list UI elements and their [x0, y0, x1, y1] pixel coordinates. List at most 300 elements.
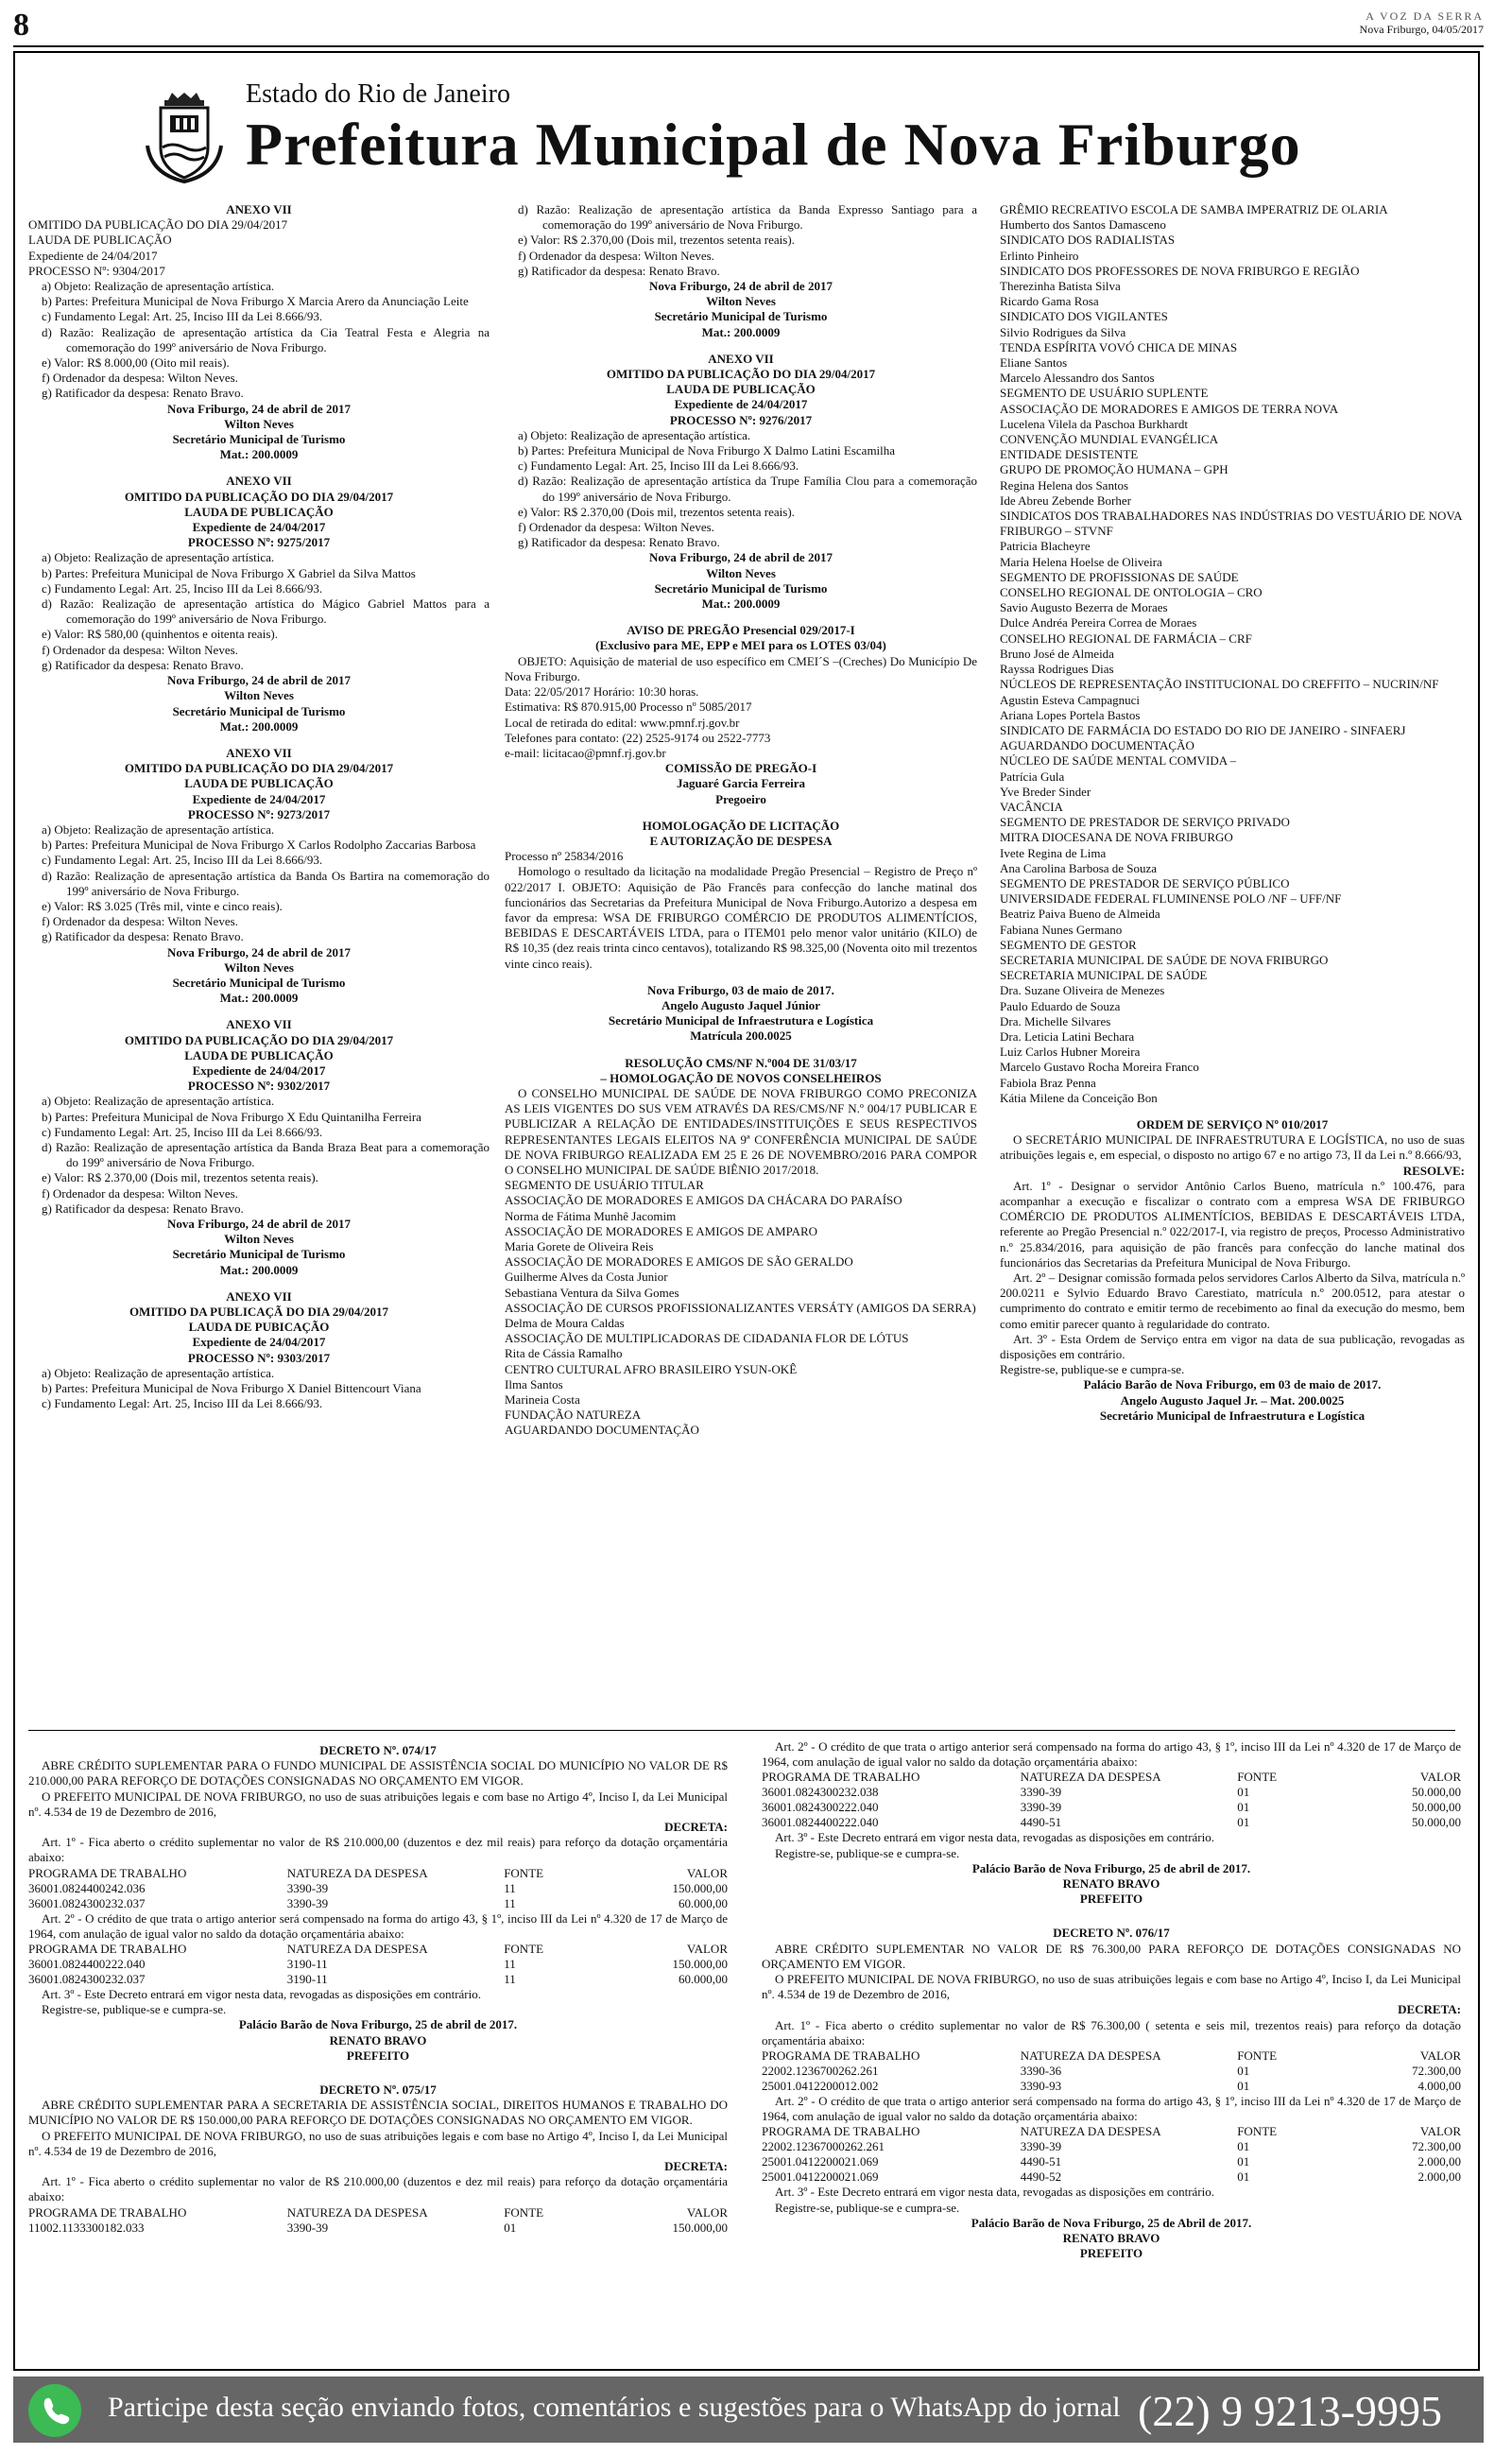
table-cell: 25001.0412200012.002 — [762, 2079, 879, 2094]
text-line: Secretário Municipal de Turismo — [172, 432, 346, 447]
table-cell: NATUREZA DA DESPESA — [286, 1865, 428, 1880]
spacer — [28, 2064, 728, 2079]
text-line: OMITIDO DA PUBLICAÇÃO DO DIA 29/04/2017 — [124, 1032, 394, 1047]
text-line: AVISO DE PREGÃO Presencial 029/2017-I — [627, 623, 855, 638]
text-line: ANEXO VII — [226, 745, 292, 760]
text-line: Beatriz Paiva Bueno de Almeida — [1000, 907, 1160, 922]
text-line: LAUDA DE PUBLICAÇÃO — [184, 776, 334, 791]
text-line: Secretário Municipal de Infraestrutura e Logística — [608, 1013, 874, 1028]
table-row — [762, 1785, 1461, 1800]
text-line: Expediente de 24/04/2017 — [674, 397, 808, 412]
decree-text: RENATO BRAVO — [1062, 2231, 1160, 2246]
table-row — [762, 2048, 1461, 2064]
decree-text: ABRE CRÉDITO SUPLEMENTAR NO VALOR DE R$ 76.300,00 PARA REFORÇO DE DOTAÇÕES CONSIGNADAS NO ORÇAMENTO EM VIGOR. — [762, 1941, 1461, 1971]
table-cell: 01 — [1237, 2139, 1250, 2154]
spacer — [762, 1907, 1461, 1922]
table-cell: 36001.0824400222.040 — [762, 1815, 879, 1830]
text-line: Therezinha Batista Silva — [1000, 279, 1121, 294]
text-line: VACÂNCIA — [1000, 799, 1063, 814]
decree-text: RENATO BRAVO — [329, 2032, 427, 2048]
decree-text: Art. 1º - Fica aberto o crédito suplementar no valor de R$ 210.000,00 (duzentos e dez mil reais) para reforço da dotação orçamentária abaixo: — [28, 1835, 728, 1865]
text-line — [505, 340, 977, 352]
text-line: Marcelo Gustavo Rocha Moreira Franco — [1000, 1060, 1199, 1075]
text-line: OBJETO: Aquisição de material de uso específico em CMEI´S –(Creches) Do Município De Nova Friburgo. — [505, 653, 977, 683]
text-line: e-mail: licitacao@pmnf.rj.gov.br — [505, 745, 666, 760]
text-line: SINDICATO DOS VIGILANTES — [1000, 309, 1168, 324]
text-line: OMITIDO DA PUBLICAÇÃO DO DIA 29/04/2017 — [124, 761, 394, 776]
table-cell: NATUREZA DA DESPESA — [1020, 1770, 1161, 1785]
table-cell: FONTE — [504, 1865, 544, 1880]
text-line: Wilton Neves — [224, 416, 294, 431]
column-middle — [505, 202, 977, 1724]
table-cell: NATUREZA DA DESPESA — [286, 2204, 428, 2220]
text-line: Ilma Santos — [505, 1376, 563, 1391]
table-cell: 50.000,00 — [1412, 1800, 1461, 1815]
table-cell: FONTE — [1237, 2048, 1278, 2064]
text-line: Nova Friburgo, 24 de abril de 2017 — [649, 550, 833, 565]
paper-info — [1360, 9, 1484, 36]
budget-table — [762, 1770, 1461, 1830]
text-line: SEGMENTO DE GESTOR — [1000, 937, 1137, 952]
text-line: MITRA DIOCESANA DE NOVA FRIBURGO — [1000, 830, 1233, 845]
table-row — [762, 2124, 1461, 2139]
text-line: SINDICATO DOS PROFESSORES DE NOVA FRIBURGO E REGIÃO — [1000, 263, 1360, 278]
text-line: c) Fundamento Legal: Art. 25, Inciso III da Lei 8.666/93. — [42, 853, 323, 868]
text-line: SEGMENTO DE PRESTADOR DE SERVIÇO PÚBLICO — [1000, 875, 1290, 890]
prefeitura-header — [142, 79, 1370, 202]
text-line: Expediente de 24/04/2017 — [192, 1335, 326, 1350]
table-cell: 01 — [1237, 2169, 1250, 2185]
text-line: Dra. Leticia Latini Bechara — [1000, 1028, 1135, 1044]
table-row — [28, 2221, 728, 2236]
table-cell: VALOR — [1419, 2048, 1461, 2064]
decree-text: Registre-se, publique-se e cumpra-se. — [775, 2200, 960, 2215]
text-line: d) Razão: Realização de apresentação artística do Mágico Gabriel Mattos para a comemoração do 199º aniversário de Nova Friburgo. — [42, 596, 490, 627]
table-cell: 01 — [1237, 2079, 1250, 2094]
text-line: a) Objeto: Realização de apresentação artística. — [42, 279, 275, 294]
table-row — [28, 1896, 728, 1911]
text-line: c) Fundamento Legal: Art. 25, Inciso III da Lei 8.666/93. — [42, 580, 323, 596]
text-line: PROCESSO Nº: 9273/2017 — [187, 806, 331, 821]
table-cell: 4490-51 — [1020, 2154, 1062, 2169]
text-line: E AUTORIZAÇÃO DE DESPESA — [649, 833, 833, 848]
text-line: Maria Helena Hoelse de Oliveira — [1000, 554, 1162, 569]
prefeitura-title: Prefeitura Municipal de Nova Friburgo — [246, 111, 1301, 178]
table-cell: 36001.0824300232.037 — [28, 1895, 146, 1910]
text-line: Pregoeiro — [715, 791, 766, 806]
text-line: Sebastiana Ventura da Silva Gomes — [505, 1285, 679, 1300]
table-cell: 150.000,00 — [672, 2220, 728, 2235]
text-line: Norma de Fátima Munhê Jacomim — [505, 1208, 677, 1223]
text-line: Kátia Milene da Conceição Bon — [1000, 1090, 1158, 1105]
text-line: ASSOCIAÇÃO DE CURSOS PROFISSIONALIZANTES VERSÁTY (AMIGOS DA SERRA) — [505, 1300, 976, 1315]
text-line: Dulce Andréa Pereira Correa de Moraes — [1000, 615, 1197, 631]
text-line: Data: 22/05/2017 Horário: 10:30 horas. — [505, 684, 699, 700]
table-cell: 3190-11 — [286, 1972, 328, 1987]
decree-text: DECRETA: — [1398, 2002, 1461, 2017]
decree-text: Palácio Barão de Nova Friburgo, 25 de abril de 2017. — [238, 2017, 518, 2032]
text-line: PROCESSO Nº: 9303/2017 — [187, 1350, 331, 1365]
table-row — [762, 2169, 1461, 2185]
text-line: b) Partes: Prefeitura Municipal de Nova Friburgo X Marcia Arero da Anunciação Leite — [42, 294, 469, 309]
text-line: Matrícula 200.0025 — [690, 1028, 792, 1044]
table-cell: PROGRAMA DE TRABALHO — [762, 2048, 920, 2064]
table-cell: 150.000,00 — [672, 1957, 728, 1972]
table-cell: 22002.12367000262.261 — [762, 2139, 885, 2154]
text-line: Local de retirada do edital: www.pmnf.rj.gov.br — [505, 715, 740, 730]
table-cell: 25001.0412200021.069 — [762, 2154, 879, 2169]
text-line: AGUARDANDO DOCUMENTAÇÃO — [505, 1423, 699, 1438]
text-line: Regina Helena dos Santos — [1000, 477, 1129, 493]
text-line: b) Partes: Prefeitura Municipal de Nova Friburgo X Daniel Bittencourt Viana — [42, 1381, 421, 1396]
text-line: LAUDA DE PUBLICAÇÃO — [184, 1047, 334, 1063]
text-line: Angelo Augusto Jaquel Júnior — [662, 997, 820, 1012]
table-cell: 3390-39 — [1020, 2139, 1062, 2154]
budget-table — [28, 1866, 728, 1911]
text-line: Mat.: 200.0009 — [219, 447, 299, 462]
text-line: Homologo o resultado da licitação na modalidade Pregão Presencial – Registro de Preço nº 022/2017 I. OBJETO: Aquisição de Pão Francês para confecção do lanche matinal dos funcionários das Secretarias da Prefeitura Municipal de Nova Friburgo.Autorizo a despesa em favor da empresa: WSA DE FRIBURGO COMÉRCIO DE PRODUTOS ALIMENTÍCIOS, BEBIDAS E DESCARTÁVEIS LTDA, para o ITEM01 pelo menor valor unitário (KILO) de R$ 10,35 (dez reais trinta cinco centavos), totalizando R$ 98.325,00 (Noventa oito mil trezentos vinte cinco reais). — [505, 864, 977, 971]
text-line: Erlinto Pinheiro — [1000, 248, 1079, 263]
text-line: e) Valor: R$ 2.370,00 (Dois mil, trezentos setenta reais). — [518, 233, 795, 248]
text-line: Patrícia Gula — [1000, 769, 1065, 784]
text-line: f) Ordenador da despesa: Wilton Neves. — [42, 642, 238, 657]
table-cell: 4490-51 — [1020, 1815, 1062, 1830]
text-line: ASSOCIAÇÃO DE MORADORES E AMIGOS DE TERRA NOVA — [1000, 401, 1339, 416]
text-line: g) Ratificador da despesa: Renato Bravo. — [42, 657, 244, 672]
text-line: Bruno José de Almeida — [1000, 646, 1114, 661]
decree-text: DECRETA: — [664, 2159, 728, 2174]
table-cell: 01 — [1237, 1815, 1250, 1830]
text-line: d) Razão: Realização de apresentação artística da Banda Os Bartira na comemoração do 199º aniversário de Nova Friburgo. — [42, 868, 490, 898]
table-cell: NATUREZA DA DESPESA — [1020, 2124, 1161, 2139]
decree-text: ABRE CRÉDITO SUPLEMENTAR PARA O FUNDO MUNICIPAL DE ASSISTÊNCIA SOCIAL DO MUNICÍPIO NO VALOR DE R$ 210.000,00 PARA REFORÇO DE DOTAÇÕES CONSIGNADAS NO ORÇAMENTO EM VIGOR. — [28, 1758, 728, 1789]
table-cell: 01 — [504, 2220, 517, 2235]
coat-of-arms-icon — [142, 89, 227, 183]
decree-text: Art. 3º - Este Decreto entrará em vigor nesta data, revogadas as disposições em contrário. — [775, 1830, 1214, 1845]
decree-text: PREFEITO — [1079, 1892, 1143, 1907]
decree-text: O PREFEITO MUNICIPAL DE NOVA FRIBURGO, no uso de suas atribuições legais e com base no Artigo 4º, Inciso I, da Lei Municipal nº. 4.534 de 19 de Dezembro de 2016, — [762, 1972, 1461, 2002]
table-cell: 50.000,00 — [1412, 1785, 1461, 1800]
text-line: Estimativa: R$ 870.915,00 Processo nº 5085/2017 — [505, 700, 752, 715]
section-divider — [28, 1730, 1455, 1731]
text-line: Humberto dos Santos Damasceno — [1000, 217, 1166, 233]
table-cell: 3390-39 — [286, 1895, 329, 1910]
text-line: Expediente de 24/04/2017 — [192, 1063, 326, 1078]
decree-text: DECRETO Nº. 076/17 — [1053, 1926, 1170, 1941]
table-cell: 3390-93 — [1020, 2079, 1062, 2094]
text-line: CENTRO CULTURAL AFRO BRASILEIRO YSUN-OKÊ — [505, 1361, 798, 1376]
text-line: Expediente de 24/04/2017 — [192, 520, 326, 535]
text-line: Wilton Neves — [224, 959, 294, 975]
text-line: SEGMENTO DE USUÁRIO TITULAR — [505, 1178, 704, 1193]
decree-text: PREFEITO — [346, 2048, 410, 2063]
text-line: Paulo Eduardo de Souza — [1000, 998, 1121, 1013]
table-cell: NATUREZA DA DESPESA — [1020, 2048, 1161, 2064]
text-line: Luiz Carlos Hubner Moreira — [1000, 1045, 1141, 1060]
table-cell: FONTE — [504, 1942, 544, 1957]
text-line: a) Objeto: Realização de apresentação artística. — [42, 821, 275, 837]
text-line: COMISSÃO DE PREGÃO-I — [664, 761, 817, 776]
table-cell: 3390-36 — [1020, 2064, 1062, 2079]
budget-table — [762, 2124, 1461, 2185]
table-cell: 3390-39 — [1020, 1800, 1062, 1815]
text-line: Ide Abreu Zebende Borher — [1000, 493, 1131, 508]
table-row — [28, 1972, 728, 1987]
table-cell: PROGRAMA DE TRABALHO — [28, 1865, 187, 1880]
text-line: CONSELHO REGIONAL DE ONTOLOGIA – CRO — [1000, 585, 1263, 600]
table-cell: 50.000,00 — [1412, 1815, 1461, 1830]
table-row — [28, 1866, 728, 1881]
text-line: Silvio Rodrigues da Silva — [1000, 324, 1126, 339]
table-cell: 72.300,00 — [1412, 2064, 1461, 2079]
table-cell: VALOR — [686, 1942, 728, 1957]
table-row — [762, 2064, 1461, 2079]
table-cell: 150.000,00 — [672, 1880, 728, 1895]
table-row — [28, 1957, 728, 1972]
text-line: (Exclusivo para ME, EPP e MEI para os LOTES 03/04) — [595, 638, 886, 653]
text-line — [28, 1278, 490, 1289]
decree-text: PREFEITO — [1079, 2246, 1143, 2261]
text-line: a) Objeto: Realização de apresentação artística. — [42, 550, 275, 565]
text-line: Rita de Cássia Ramalho — [505, 1346, 623, 1361]
column-left — [28, 202, 490, 1724]
decree-text: Art. 2º - O crédito de que trata o artigo anterior será compensado na forma do artigo 43, § 1º, inciso III da Lei nº 4.320 de 17 de Março de 1964, com anulação de igual valor no saldo da dotação orçamentária abaixo: — [762, 2094, 1461, 2124]
text-line: b) Partes: Prefeitura Municipal de Nova Friburgo X Carlos Rodolpho Zaccarias Barbosa — [42, 838, 476, 853]
text-line: c) Fundamento Legal: Art. 25, Inciso III da Lei 8.666/93. — [42, 309, 323, 324]
text-line: Secretário Municipal de Turismo — [172, 703, 346, 718]
text-line: OMITIDO DA PUBLICAÇÃO DO DIA 29/04/2017 — [606, 367, 876, 382]
column-right — [1000, 202, 1465, 1724]
text-line: e) Valor: R$ 3.025 (Três mil, vinte e cinco reais). — [42, 898, 283, 913]
text-line: ENTIDADE DESISTENTE — [1000, 447, 1139, 462]
decrees-left — [28, 1739, 728, 2363]
text-line: Marineia Costa — [505, 1392, 580, 1408]
table-cell: 3390-39 — [286, 2220, 329, 2235]
text-line: SECRETARIA MUNICIPAL DE SAÚDE — [1000, 968, 1208, 983]
text-line: NÚCLEO DE SAÚDE MENTAL COMVIDA – — [1000, 753, 1237, 769]
text-line: Expediente de 24/04/2017 — [28, 248, 158, 263]
text-line: O SECRETÁRIO MUNICIPAL DE INFRAESTRUTURA E LOGÍSTICA, no uso de suas atribuições legais e, em especial, o disposto no artigo 67 e no artigo 73, II da Lei n.º 8.666/93, — [1000, 1132, 1465, 1163]
text-line: Wilton Neves — [706, 565, 776, 580]
text-line: ANEXO VII — [226, 1017, 292, 1032]
decree-text: O PREFEITO MUNICIPAL DE NOVA FRIBURGO, no uso de suas atribuições legais e com base no Artigo 4º, Inciso I, da Lei Municipal nº. 4.534 de 19 de Dezembro de 2016, — [28, 2128, 728, 2158]
text-line: ANEXO VII — [226, 1288, 292, 1304]
text-line: Patricia Blacheyre — [1000, 539, 1091, 554]
text-line: SINDICATO DE FARMÁCIA DO ESTADO DO RIO DE JANEIRO - SINFAERJ — [1000, 722, 1406, 737]
text-line: CONSELHO REGIONAL DE FARMÁCIA – CRF — [1000, 631, 1252, 646]
table-cell: 36001.0824300232.037 — [28, 1972, 146, 1987]
text-line: SEGMENTO DE USUÁRIO SUPLENTE — [1000, 386, 1209, 401]
text-line: Yve Breder Sinder — [1000, 784, 1091, 799]
decree-text: DECRETO Nº. 075/17 — [319, 2082, 437, 2098]
text-line: OMITIDO DA PUBLICAÇÃO DO DIA 29/04/2017 — [28, 217, 288, 233]
text-line: Lucelena Vilela da Paschoa Burkhardt — [1000, 416, 1188, 431]
text-line — [505, 1045, 977, 1056]
text-line: PROCESSO Nº: 9275/2017 — [187, 535, 331, 550]
text-line: g) Ratificador da despesa: Renato Bravo. — [518, 263, 720, 278]
table-row — [762, 1770, 1461, 1785]
text-line: a) Objeto: Realização de apresentação artística. — [42, 1094, 275, 1109]
text-line: Wilton Neves — [224, 688, 294, 703]
text-line: ASSOCIAÇÃO DE MORADORES E AMIGOS DE AMPARO — [505, 1223, 818, 1238]
text-line: b) Partes: Prefeitura Municipal de Nova Friburgo X Edu Quintanilha Ferreira — [42, 1109, 421, 1124]
text-line: SEGMENTO DE PRESTADOR DE SERVIÇO PRIVADO — [1000, 815, 1290, 830]
text-line: AGUARDANDO DOCUMENTAÇÃO — [1000, 738, 1194, 753]
decrees-right — [762, 1739, 1461, 2363]
text-line: g) Ratificador da despesa: Renato Bravo. — [518, 535, 720, 550]
text-line: ANEXO VII — [708, 351, 774, 366]
table-cell: 3390-39 — [1020, 1785, 1062, 1800]
text-line: LAUDA DE PUBICAÇÃO — [188, 1320, 330, 1335]
text-line: g) Ratificador da despesa: Renato Bravo. — [42, 1201, 244, 1216]
text-line: Eliane Santos — [1000, 355, 1068, 371]
text-line: Jaguaré Garcia Ferreira — [677, 776, 805, 791]
budget-table — [28, 2205, 728, 2236]
table-cell: PROGRAMA DE TRABALHO — [762, 2124, 920, 2139]
text-line: Delma de Moura Caldas — [505, 1316, 625, 1331]
table-cell: 22002.1236700262.261 — [762, 2064, 879, 2079]
table-cell: 11 — [504, 1972, 516, 1987]
text-line: Nova Friburgo, 24 de abril de 2017 — [167, 1217, 351, 1231]
text-line — [505, 612, 977, 623]
text-line: g) Ratificador da despesa: Renato Bravo. — [42, 386, 244, 401]
text-line: d) Razão: Realização de apresentação artística da Banda Braza Beat para a comemoração do 199º aniversário de Nova Friburgo. — [42, 1139, 490, 1170]
decree-text: ABRE CRÉDITO SUPLEMENTAR PARA A SECRETARIA DE ASSISTÊNCIA SOCIAL, DIREITOS HUMANOS E TRABALHO DO MUNICÍPIO NO VALOR DE R$ 150.000,00 PARA REFORÇO DE DOTAÇÕES CONSIGNADAS NO ORÇAMENTO EM VIGOR. — [28, 2098, 728, 2128]
place-date: Nova Friburgo, 04/05/2017 — [1359, 23, 1484, 36]
text-line: Wilton Neves — [224, 1232, 294, 1247]
text-line: Ricardo Gama Rosa — [1000, 294, 1099, 309]
text-line: Palácio Barão de Nova Friburgo, em 03 de maio de 2017. — [1083, 1377, 1382, 1392]
budget-table — [762, 2048, 1461, 2094]
text-line: b) Partes: Prefeitura Municipal de Nova Friburgo X Gabriel da Silva Mattos — [42, 565, 416, 580]
table-cell: VALOR — [1419, 1770, 1461, 1785]
text-line: SECRETARIA MUNICIPAL DE SAÚDE DE NOVA FRIBURGO — [1000, 952, 1329, 967]
text-line: a) Objeto: Realização de apresentação artística. — [42, 1365, 275, 1380]
text-line: RESOLVE: — [1402, 1163, 1465, 1178]
decree-text: Art. 3º - Este Decreto entrará em vigor nesta data, revogadas as disposições em contrário. — [42, 1987, 481, 2002]
table-cell: 11 — [504, 1895, 516, 1910]
text-line: OMITIDO DA PUBLICAÇÃ DO DIA 29/04/2017 — [129, 1305, 389, 1320]
decree-text: Registre-se, publique-se e cumpra-se. — [42, 2002, 227, 2017]
text-line: Mat.: 200.0009 — [219, 991, 299, 1006]
whatsapp-icon — [28, 2384, 81, 2437]
text-line: PROCESSO Nº: 9304/2017 — [28, 263, 165, 278]
text-line: f) Ordenador da despesa: Wilton Neves. — [518, 248, 714, 263]
text-line: Mat.: 200.0009 — [701, 324, 781, 339]
text-line: Ivete Regina de Lima — [1000, 845, 1107, 860]
text-line: OMITIDO DA PUBLICAÇÃO DO DIA 29/04/2017 — [124, 489, 394, 504]
text-line: LAUDA DE PUBLICAÇÃO — [666, 382, 816, 397]
text-line: f) Ordenador da despesa: Wilton Neves. — [42, 1185, 238, 1201]
budget-table — [28, 1942, 728, 1987]
state-name: Estado do Rio de Janeiro — [246, 79, 510, 109]
table-cell: 01 — [1237, 1800, 1250, 1815]
table-cell: 36001.0824300232.038 — [762, 1785, 879, 1800]
text-line: b) Partes: Prefeitura Municipal de Nova Friburgo X Dalmo Latini Escamilha — [518, 443, 896, 458]
decree-text: Art. 3º - Este Decreto entrará em vigor nesta data, revogadas as disposições em contrário. — [775, 2185, 1214, 2200]
table-cell: 01 — [1237, 2154, 1250, 2169]
table-row — [762, 2154, 1461, 2169]
text-line: Secretário Municipal de Turismo — [172, 1247, 346, 1262]
text-line: Nova Friburgo, 24 de abril de 2017 — [167, 944, 351, 959]
table-cell: 11 — [504, 1880, 516, 1895]
text-line: d) Razão: Realização de apresentação artística da Cia Teatral Festa e Alegria na comemoração do 199º aniversário de Nova Friburgo. — [42, 324, 490, 354]
text-line: g) Ratificador da despesa: Renato Bravo. — [42, 929, 244, 944]
text-line: SINDICATOS DOS TRABALHADORES NAS INDÚSTRIAS DO VESTUÁRIO DE NOVA FRIBURGO – STVNF — [1000, 509, 1462, 539]
table-row — [762, 2139, 1461, 2154]
text-line: Nova Friburgo, 24 de abril de 2017 — [167, 673, 351, 688]
table-cell: FONTE — [504, 2204, 544, 2220]
text-line — [28, 734, 490, 746]
text-line: Nova Friburgo, 03 de maio de 2017. — [647, 982, 834, 997]
banner-phone: (22) 9 9213-9995 — [1138, 2387, 1442, 2435]
text-line: Nova Friburgo, 24 de abril de 2017 — [167, 401, 351, 416]
table-row — [28, 1881, 728, 1896]
decree-text: DECRETA: — [664, 1820, 728, 1835]
text-line — [28, 1006, 490, 1017]
table-cell: 01 — [1237, 1785, 1250, 1800]
text-line: Rayssa Rodrigues Dias — [1000, 662, 1114, 677]
text-line: c) Fundamento Legal: Art. 25, Inciso III da Lei 8.666/93. — [518, 458, 799, 474]
text-line: GRUPO DE PROMOÇÃO HUMANA – GPH — [1000, 462, 1228, 477]
decree-text: Art. 1º - Fica aberto o crédito suplementar no valor de R$ 210.000,00 (duzentos e dez mil reais) para reforço da dotação orçamentária abaixo: — [28, 2174, 728, 2204]
text-line: SEGMENTO DE PROFISSIONAS DE SAÚDE — [1000, 569, 1239, 584]
table-cell: 2.000,00 — [1418, 2154, 1461, 2169]
text-line: NÚCLEOS DE REPRESENTAÇÃO INSTITUCIONAL DO CREFFITO – NUCRIN/NF — [1000, 677, 1439, 692]
text-line — [505, 972, 977, 983]
table-row — [28, 1942, 728, 1957]
text-line: ASSOCIAÇÃO DE MORADORES E AMIGOS DA CHÁCARA DO PARAÍSO — [505, 1193, 902, 1208]
page-number: 8 — [13, 8, 29, 43]
text-line: f) Ordenador da despesa: Wilton Neves. — [42, 371, 238, 386]
text-line: e) Valor: R$ 8.000,00 (Oito mil reais). — [42, 355, 230, 371]
text-line: Registre-se, publique-se e cumpra-se. — [1000, 1362, 1185, 1377]
text-line: Guilherme Alves da Costa Junior — [505, 1270, 668, 1285]
text-line: Secretário Municipal de Turismo — [654, 580, 828, 596]
text-line: ANEXO VII — [226, 474, 292, 489]
banner-message: Participe desta seção enviando fotos, comentários e sugestões para o WhatsApp do jornal — [108, 2392, 1121, 2423]
text-line: LAUDA DE PUBLICAÇÃO — [184, 504, 334, 519]
table-cell: 36001.0824300222.040 — [762, 1800, 879, 1815]
table-cell: 4.000,00 — [1418, 2079, 1461, 2094]
decree-text: Art. 1º - Fica aberto o crédito suplementar no valor de R$ 76.300,00 ( setenta e seis mil, trezentos reais) para reforço da dotação orçamentária abaixo: — [762, 2017, 1461, 2048]
text-line: Savio Augusto Bezerra de Moraes — [1000, 600, 1168, 615]
text-line: Maria Gorete de Oliveira Reis — [505, 1239, 654, 1253]
text-line: Telefones para contato: (22) 2525-9174 ou 2522-7773 — [505, 730, 771, 745]
masthead — [13, 6, 1484, 47]
table-cell: 36001.0824400222.040 — [28, 1957, 146, 1972]
table-cell: 72.300,00 — [1412, 2139, 1461, 2154]
decree-text: Art. 2º - O crédito de que trata o artigo anterior será compensado na forma do artigo 43, § 1º, inciso III da Lei nº 4.320 de 17 de Março de 1964, com anulação de igual valor no saldo da dotação orçamentária abaixo: — [28, 1910, 728, 1941]
text-line: Secretário Municipal de Infraestrutura e Logística — [1099, 1408, 1366, 1423]
text-line: d) Razão: Realização de apresentação artística da Trupe Família Clou para a comemoração do 199º aniversário de Nova Friburgo. — [518, 474, 977, 504]
text-line: Agustin Esteva Campagnuci — [1000, 692, 1141, 707]
decree-text: RENATO BRAVO — [1062, 1876, 1160, 1892]
text-line: a) Objeto: Realização de apresentação artística. — [518, 427, 751, 442]
table-cell: FONTE — [1237, 1770, 1278, 1785]
text-line: Mat.: 200.0009 — [219, 1262, 299, 1277]
table-cell: 3190-11 — [286, 1957, 328, 1972]
decree-text: Palácio Barão de Nova Friburgo, 25 de Abril de 2017. — [971, 2215, 1252, 2230]
text-line: f) Ordenador da despesa: Wilton Neves. — [42, 914, 238, 929]
table-cell: PROGRAMA DE TRABALHO — [28, 2204, 187, 2220]
table-cell: 01 — [1237, 2064, 1250, 2079]
table-cell: 25001.0412200021.069 — [762, 2169, 879, 2185]
text-line: f) Ordenador da despesa: Wilton Neves. — [518, 520, 714, 535]
table-cell: 36001.0824400242.036 — [28, 1880, 146, 1895]
text-line: e) Valor: R$ 580,00 (quinhentos e oitenta reais). — [42, 627, 278, 642]
text-line: ORDEM DE SERVIÇO Nº 010/2017 — [1136, 1116, 1329, 1132]
